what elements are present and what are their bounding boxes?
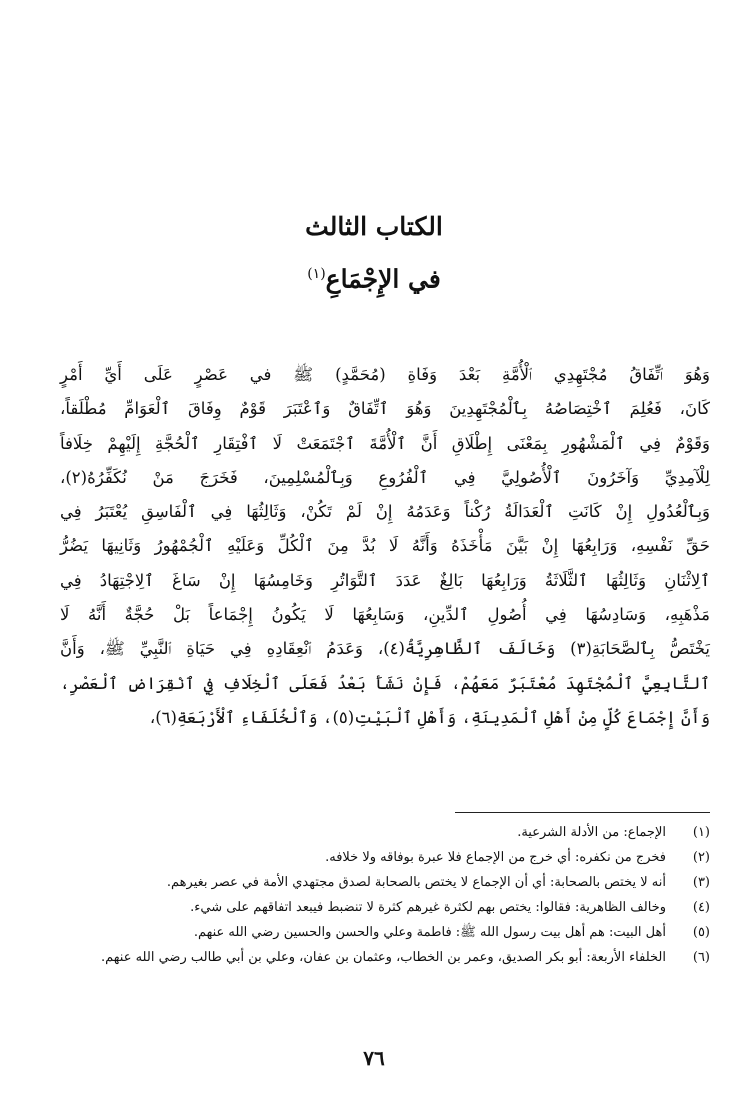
- body-line: وَبِٱلْعُدُولِ إِنْ كَانَتِ ٱلْعَدَالَةُ رُكْناً وَعَدَمُهُ إِنْ لَمْ تَكُنْ، وَثَالِثُهَا فِي ٱلْفَاسِقِ يُعْتَبَرُ فِي: [60, 502, 710, 522]
- footnote-item: [48, 820, 710, 845]
- chapter-title: [0, 253, 748, 300]
- footnote-item: [48, 895, 710, 920]
- body-line: لِلْآمِدِيِّ وَآخَرُونَ ٱلْأُصُولِيَّ فِي ٱلْفُرُوعِ وَبِٱلْمُسْلِمِينَ، فَخَرَجَ مَنْ نُكَفِّرُهُ(٢)،: [60, 467, 710, 487]
- body-line: وَقَوْمٌ فِي ٱلْمَشْهُورِ بِمَعْنَى إِطْلَاقِ أَنَّ ٱلْأُمَّةَ ٱجْتَمَعَتْ لَا ٱفْتِقَارِ ٱلْحُجَّةِ إِلَيْهِمْ خِلَافاً: [60, 433, 710, 453]
- footnote-text: أهل البيت: هم أهل بيت رسول الله ﷺ: فاطمة وعلي والحسن والحسين رضي الله عنهم.: [193, 925, 666, 940]
- chapter-note-ref: (١): [307, 266, 326, 282]
- footnote-text: أنه لا يختص بالصحابة: أي أن الإجماع لا يختص بالصحابة لصدق مجتهدي الأمة في عصر بغيرهم.: [166, 875, 666, 890]
- body-text: [60, 358, 710, 735]
- footnote-number: (٢): [692, 850, 710, 865]
- body-line: مَذْهَبِهِ، وَسَادِسُهَا فِي أُصُولِ ٱلدِّينِ، وَسَابِعُهَا لَا يَكُونُ إِجْمَاعاً بَلْ حُجَّةٌ أَنَّهُ لَا: [60, 605, 710, 625]
- footnote-text: وخالف الظاهرية: فقالوا: يختص بهم لكثرة غيرهم كثرة لا تنضبط فيبعد اتفاقهم على شيء.: [190, 900, 666, 915]
- footnotes: [48, 820, 710, 970]
- book-title: الكتاب الثالث: [305, 212, 443, 241]
- body-line: حَقِّ نَفْسِهِ، وَرَابِعُهَا إِنْ بَيَّنَ مَأْخَذَهُ وَأَنَّهُ لَا بُدَّ مِنَ ٱلْكُلِّ وَعَلَيْهِ ٱلْجُمْهُورُ وَثَانِيهَا يَضُرُّ: [60, 536, 710, 556]
- footnote-item: [48, 870, 710, 895]
- footnote-number: (٥): [692, 925, 710, 940]
- body-line: وَأَنَّ إِجْمَاعَ كُلٍّ مِنْ أَهْلِ ٱلْمَدِينَةِ، وَأَهْلِ ٱلْبَيْتِ(٥)، وَٱلْخُلَفَاءِ ٱلْأَرْبَعَةِ(٦)،: [149, 707, 710, 727]
- title-block: [0, 207, 748, 300]
- footnote-item: [48, 945, 710, 970]
- footnote-item: [48, 920, 710, 945]
- chapter-title-text: في الإِجْمَاعِ: [325, 264, 441, 294]
- footnote-number: (١): [692, 825, 710, 840]
- footnote-text: الخلفاء الأربعة: أبو بكر الصديق، وعمر بن الخطاب، وعثمان بن عفان، وعلي بن أبي طالب رضي الله عنهم.: [101, 950, 666, 965]
- footnote-text: فخرج من نكفره: أي خرج من الإجماع فلا عبرة بوفاقه ولا خلافه.: [325, 850, 666, 865]
- body-line: وَهُوَ ٱتِّفَاقُ مُجْتَهِدِي ٱلْأُمَّةِ بَعْدَ وَفَاةِ (مُحَمَّدٍ) ﷺ في عَصْرٍ عَلَى أَيِّ أَمْرٍ: [60, 365, 710, 384]
- body-line: كَانَ، فَعُلِمَ ٱخْتِصَاصُهُ بِٱلْمُجْتَهِدِينَ وَهُوَ ٱتِّفَاقٌ وَٱعْتَبَرَ قَوْمٌ وِفَاقَ ٱلْعَوَامِّ مُطْلَقاً،: [60, 399, 710, 419]
- footnote-divider: [455, 812, 710, 813]
- footnote-number: (٣): [692, 875, 710, 890]
- footnote-item: [48, 845, 710, 870]
- body-line: يَخْتَصُّ بِٱلصَّحَابَةِ(٣) وَخَالَفَ ٱلظَّاهِرِيَّةُ(٤)، وَعَدَمُ ٱنْعِقَادِهِ فِي حَيَاةِ ٱلنَّبِيِّ ﷺ، وَأَنَّ: [60, 639, 710, 659]
- body-line: ٱلتَّابِعِيَّ ٱلْمُجْتَهِدَ مُعْتَبَرٌ مَعَهُمْ، فَإِنْ نَشَأَ بَعْدُ فَعَلَى ٱلْخِلَافِ فِي ٱنْقِرَاضِ ٱلْعَصْرِ،: [60, 673, 710, 693]
- footnote-number: (٤): [692, 900, 710, 915]
- body-line: ٱلِاثْنَانِ وَثَالِثُهَا ٱلثَّلَاثَةُ وَرَابِعُهَا بَالِغٌ عَدَدَ ٱلتَّوَاتُرِ وَخَامِسُهَا إِنْ سَاغَ ٱلِاجْتِهَادُ فِي: [60, 570, 710, 590]
- footnote-text: الإجماع: من الأدلة الشرعية.: [517, 825, 666, 840]
- footnote-number: (٦): [692, 950, 710, 965]
- page-number: ٧٦: [363, 1046, 385, 1070]
